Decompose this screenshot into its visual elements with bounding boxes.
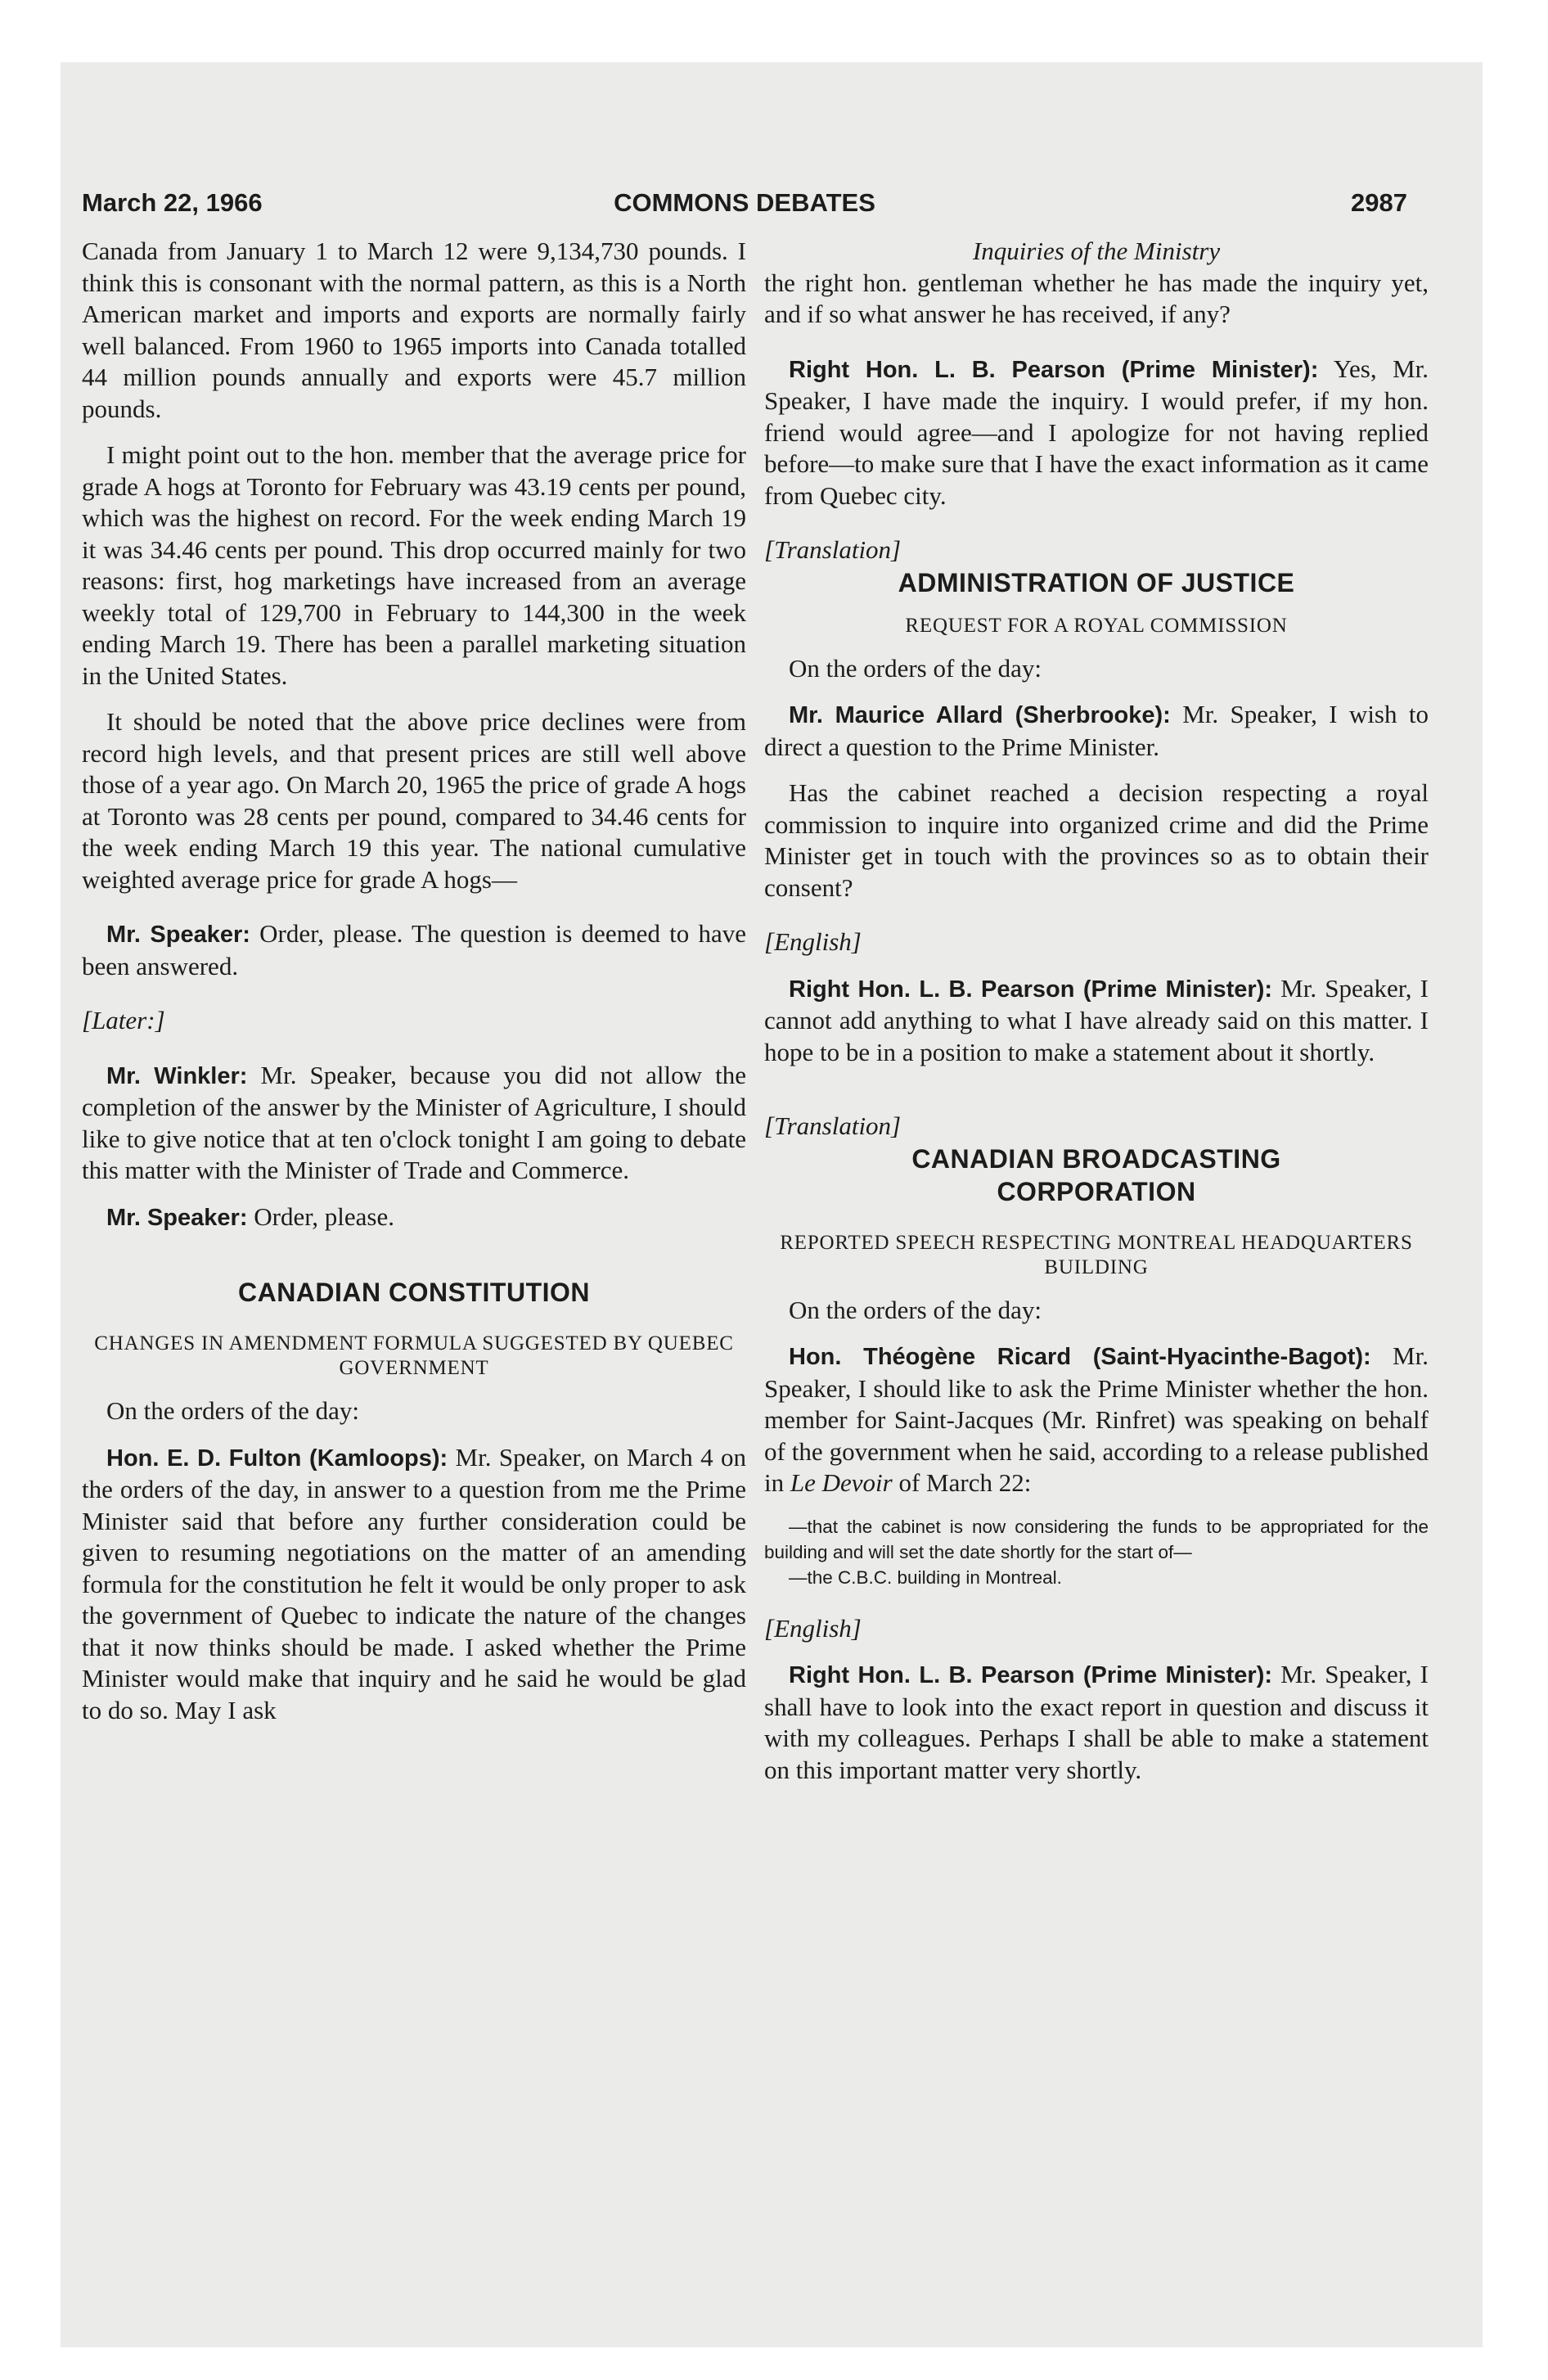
left-column xyxy=(82,236,746,1726)
speech-text: Mr. Speaker, on March 4 on the orders of the day, in answer to a question from me the Prime Minister said that before any further consideration could be given to resuming negotiations on the matter of an amending formula for the constitution he felt it would be only proper to ask the government of Quebec to indicate the nature of the changes that it now thinks should be made. I asked whether the Prime Minister would make that inquiry and he said he would be glad to do so. May I ask xyxy=(82,1442,746,1724)
speech-text: Order, please. xyxy=(247,1201,394,1231)
speech-text: Mr. Speaker, I should like to ask the Prime Minister whether the hon. member for Saint-Jacques (Mr. Rinfret) was speaking on behalf of the government when he said, according to a release published in xyxy=(764,1341,1429,1497)
section-heading: CANADIAN CONSTITUTION xyxy=(237,1278,591,1307)
header-date: March 22, 1966 xyxy=(82,188,263,217)
speech-text: Mr. Speaker, because you did not allow the completion of the answer by the Minister of Agriculture, I should like to give notice that at ten o'clock tonight I am going to debate this matter with the Minister of Trade and Commerce. xyxy=(82,1060,746,1184)
speech xyxy=(764,699,1429,763)
translation-tag: [Translation] xyxy=(764,1111,902,1140)
speaker-name: Mr. Speaker: xyxy=(106,1204,248,1231)
header-page-number: 2987 xyxy=(1351,188,1407,217)
translation-tag: [Translation] xyxy=(764,535,902,564)
speech xyxy=(764,1341,1429,1499)
speech-text: Mr. Speaker, I wish to direct a question to the Prime Minister. xyxy=(764,700,1429,761)
quotation: —that the cabinet is now considering the funds to be appropriated for the building and will set the date shortly for the start of— xyxy=(764,1516,1429,1562)
header-title: COMMONS DEBATES xyxy=(614,188,875,217)
speech-text: Mr. Speaker, I cannot add anything to what I have already said on this matter. I hope to be in a position to make a statement about it shortly. xyxy=(764,973,1429,1066)
section-subheading: REQUEST FOR A ROYAL COMMISSION xyxy=(905,614,1288,637)
speech-text: Order, please. The question is deemed to have been answered. xyxy=(82,919,746,980)
orders-of-the-day: On the orders of the day: xyxy=(789,653,1042,683)
language-note xyxy=(764,1613,1429,1645)
speech xyxy=(82,1442,746,1727)
speech xyxy=(82,1060,746,1187)
orders-of-the-day: On the orders of the day: xyxy=(106,1396,360,1425)
speech xyxy=(764,973,1429,1069)
english-tag: [English] xyxy=(764,1613,862,1643)
speech-text: Mr. Speaker, I shall have to look into the exact report in question and discuss it with my colleagues. Perhaps I shall be able to make a statement on this important matter very shortly. xyxy=(764,1660,1429,1784)
speech-text: of March 22: xyxy=(892,1468,1032,1497)
speaker-name: Hon. Théogène Ricard (Saint-Hyacinthe-Bagot): xyxy=(789,1344,1371,1370)
section-subheading: CHANGES IN AMENDMENT FORMULA SUGGESTED BY QUEBEC GOVERNMENT xyxy=(94,1332,734,1379)
speech-text: Yes, Mr. Speaker, I have made the inquiry. I would prefer, if my hon. friend would agree—and I apologize for not having replied before—to make sure that I have the exact information as it came from Quebec city. xyxy=(764,354,1429,510)
speech xyxy=(764,1659,1429,1786)
later-tag: [Later:] xyxy=(82,1006,165,1034)
speaker-name: Right Hon. L. B. Pearson (Prime Minister): xyxy=(789,976,1273,1003)
heading-line: CANADIAN BROADCASTING xyxy=(911,1143,1281,1174)
section-subheading: REPORTED SPEECH RESPECTING MONTREAL HEADQUARTERS BUILDING xyxy=(780,1231,1413,1278)
publication-name: Le Devoir xyxy=(790,1468,893,1497)
section-heading: ADMINISTRATION OF JUSTICE xyxy=(898,567,1295,597)
heading-line: CORPORATION xyxy=(997,1176,1196,1206)
paragraph: Canada from January 1 to March 12 were 9,134,730 pounds. I think this is consonant with the normal pattern, as this is a North American market and imports and exports are normally fairly well balanced. From 1960 to 1965 imports into Canada totalled 44 million pounds annually and exports were 45.7 million pounds. xyxy=(82,237,746,423)
language-note xyxy=(764,926,1429,958)
speaker-name: Right Hon. L. B. Pearson (Prime Minister): xyxy=(789,356,1319,383)
speaker-name: Hon. E. D. Fulton (Kamloops): xyxy=(106,1445,448,1472)
speaker-name: Mr. Winkler: xyxy=(106,1062,248,1089)
page-header xyxy=(82,188,1407,229)
speech xyxy=(764,354,1429,512)
right-column xyxy=(764,236,1429,1786)
paragraph: I might point out to the hon. member that the average price for grade A hogs at Toronto for February was 43.19 cents per pound, which was the highest on record. For the week ending March 19 it was 34.46 cents per pound. This drop occurred mainly for two reasons: first, hog marketings have increased from an average weekly total of 129,700 in February to 144,300 in the week ending March 19. There has been a parallel marketing situation in the United States. xyxy=(82,440,746,690)
section-heading xyxy=(764,1143,1429,1208)
paragraph: It should be noted that the above price declines were from record high levels, and that present prices are still well above those of a year ago. On March 20, 1965 the price of grade A hogs at Toronto was 28 cents per pound, compared to 34.46 cents for the week ending March 19 this year. The national cumulative weighted average price for grade A hogs— xyxy=(82,707,746,894)
speaker-name: Mr. Maurice Allard (Sherbrooke): xyxy=(789,702,1171,728)
paragraph: the right hon. gentleman whether he has made the inquiry yet, and if so what answer he has received, if any? xyxy=(764,268,1429,328)
language-note xyxy=(764,1111,1429,1143)
orders-of-the-day: On the orders of the day: xyxy=(789,1295,1042,1324)
running-head: Inquiries of the Ministry xyxy=(972,237,1221,265)
quotation: —the C.B.C. building in Montreal. xyxy=(789,1566,1062,1588)
speaker-name: Mr. Speaker: xyxy=(106,922,250,948)
speech xyxy=(82,918,746,982)
english-tag: [English] xyxy=(764,927,862,956)
session-note xyxy=(82,1005,746,1037)
speaker-name: Right Hon. L. B. Pearson (Prime Minister): xyxy=(789,1662,1273,1688)
speech xyxy=(82,1201,746,1234)
language-note xyxy=(764,534,1429,566)
paragraph: Has the cabinet reached a decision respecting a royal commission to inquire into organized crime and did the Prime Minister get in touch with the provinces so as to obtain their consent? xyxy=(764,778,1429,902)
